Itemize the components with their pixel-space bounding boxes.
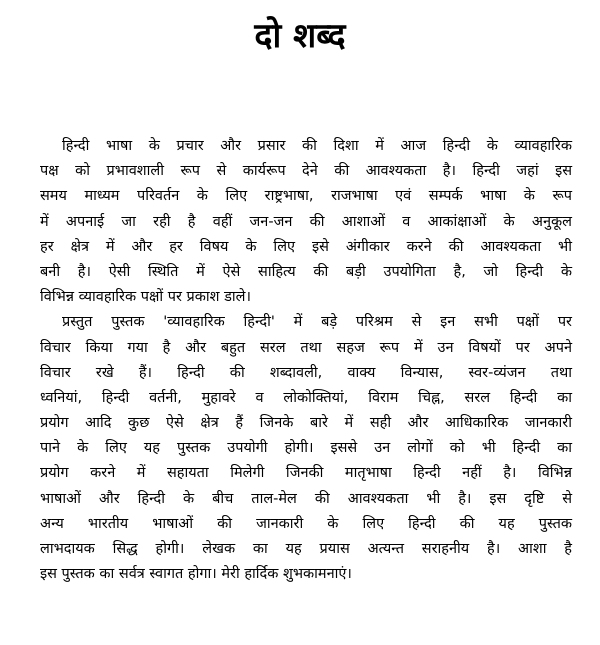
- paragraph-line: विचार रखे हैं। हिन्दी की शब्दावली, वाक्य विन्यास, स्वर-व्यंजन तथा: [40, 364, 572, 381]
- paragraph-line: हिन्दी भाषा के प्रचार और प्रसार की दिशा में आज हिन्दी के व्यावहारिक: [62, 138, 572, 154]
- paragraph-line: अन्य भारतीय भाषाओं की जानकारी के लिए हिन्दी की यह पुस्तक: [40, 515, 572, 532]
- paragraph-line: ध्वनियां, हिन्दी वर्तनी, मुहावरे व लोकोक्तियां, विराम चिह्न, सरल हिन्दी का: [40, 389, 572, 406]
- paragraph-line: इस पुस्तक का सर्वत्र स्वागत होगा। मेरी हार्दिक शुभकामनाएं।: [40, 566, 352, 583]
- paragraph-line: विचार किया गया है और बहुत सरल तथा सहज रूप में उन विषयों पर अपने: [40, 339, 572, 356]
- paragraph-line: पक्ष को प्रभावशाली रूप से कार्यरूप देने की आवश्यकता है। हिन्दी जहां इस: [40, 163, 572, 180]
- paragraph-line: प्रस्तुत पुस्तक 'व्यावहारिक हिन्दी' में बड़े परिश्रम से इन सभी पक्षों पर: [62, 314, 572, 331]
- paragraph-line: विभिन्न व्यावहारिक पक्षों पर प्रकाश डाले।: [40, 289, 251, 306]
- paragraph-line: भाषाओं और हिन्दी के बीच ताल-मेल की आवश्यकता भी है। इस दृष्टि से: [40, 490, 572, 507]
- paragraph-line: प्रयोग करने में सहायता मिलेगी जिनकी मातृभाषा हिन्दी नहीं है। विभिन्न: [40, 465, 572, 482]
- paragraph-line: समय माध्यम परिवर्तन के लिए राष्ट्रभाषा, राजभाषा एवं सम्पर्क भाषा के रूप: [40, 188, 572, 205]
- paragraph-line: पाने के लिए यह पुस्तक उपयोगी होगी। इससे उन लोगों को भी हिन्दी का: [40, 440, 572, 457]
- paragraph-line: प्रयोग आदि कुछ ऐसे क्षेत्र हैं जिनके बारे में सही और आधिकारिक जानकारी: [40, 415, 572, 432]
- foreword-body: [40, 134, 572, 587]
- paragraph-line: हर क्षेत्र में और हर विषय के लिए इसे अंगीकार करने की आवश्यकता भी: [40, 238, 572, 255]
- page-title: दो शब्द: [254, 16, 346, 56]
- paragraph-line: में अपनाई जा रही है वहीं जन-जन की आशाओं व आकांक्षाओं के अनुकूल: [40, 213, 572, 230]
- paragraph-line: लाभदायक सिद्ध होगी। लेखक का यह प्रयास अत्यन्त सराहनीय है। आशा है: [40, 541, 572, 557]
- paragraph-line: बनी है। ऐसी स्थिति में ऐसे साहित्य की बड़ी उपयोगिता है, जो हिन्दी के: [40, 263, 572, 280]
